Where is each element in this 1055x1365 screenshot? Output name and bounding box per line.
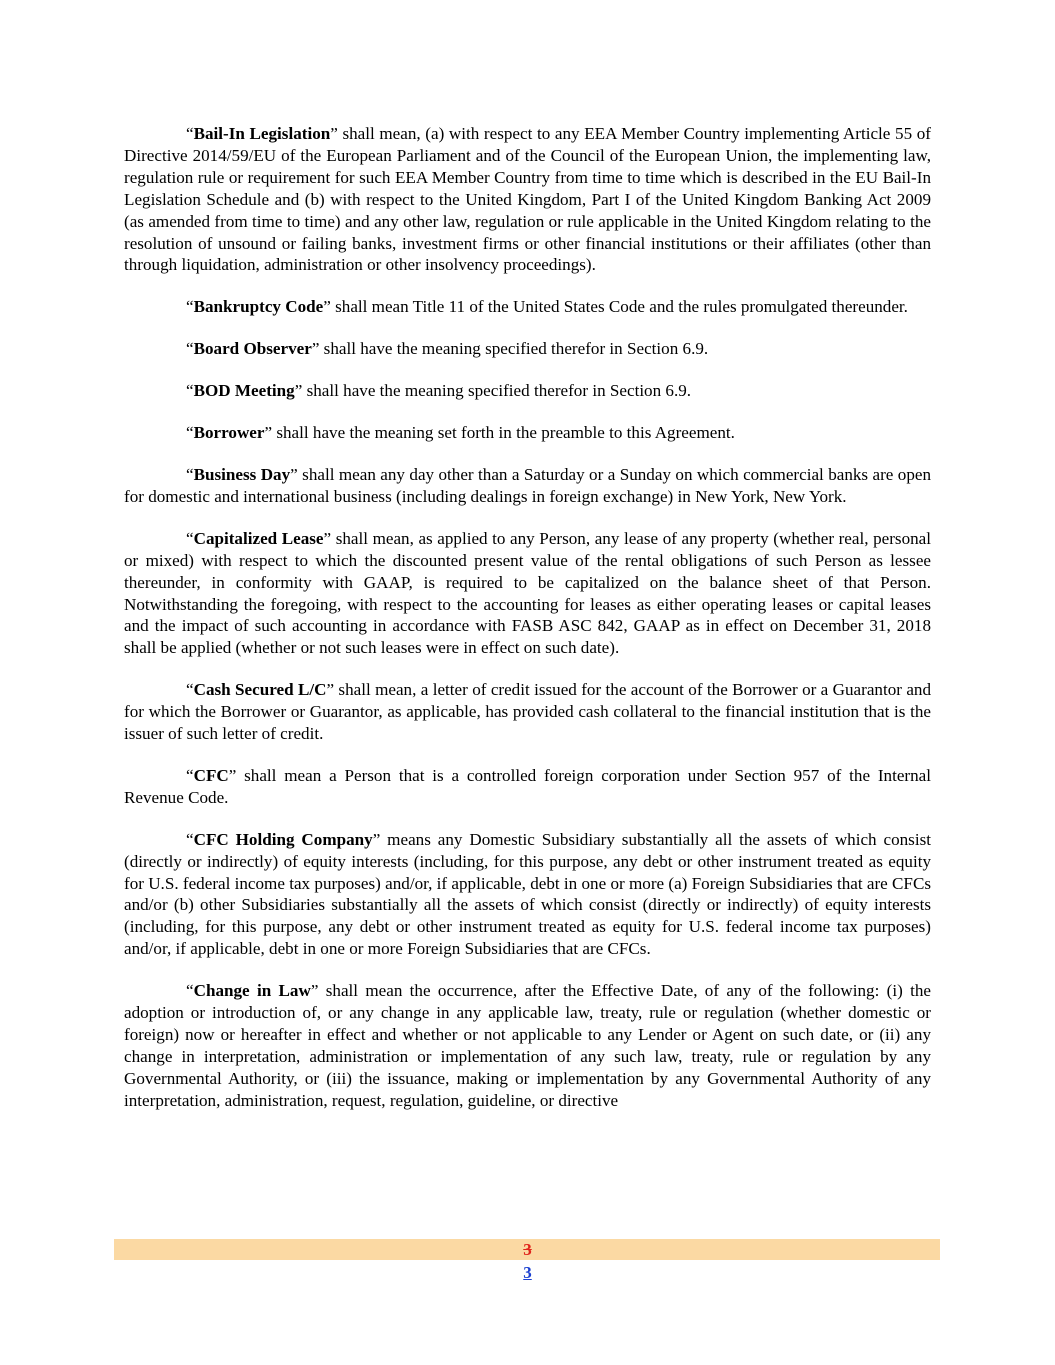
defined-term: Change in Law [193, 981, 311, 1001]
definition-capitalized-lease [124, 528, 931, 659]
defined-term: CFC [193, 765, 229, 785]
open-quote: “ [186, 981, 194, 1001]
definition-business-day [124, 464, 931, 508]
definition-borrower [124, 422, 931, 444]
close-quote: ” [323, 297, 331, 317]
open-quote: “ [186, 765, 194, 785]
definition-cash-secured-lc [124, 679, 931, 745]
definition-text: shall mean any day other than a Saturday or a Sunday on which commercial banks are open for domestic and international business (including dealings in foreign exchange) in New York, New York. [124, 464, 931, 506]
definition-cfc-holding-company [124, 829, 931, 960]
definition-text: shall mean, as applied to any Person, any lease of any property (whether real, personal or mixed) with respect to which the discounted present value of the rental obligations of such Person as lessee thereunder, in conformity with GAAP, is required to be capitalized on the balance sheet of that Person. Notwithstanding the foregoing, with respect to the accounting for leases as either operating leases or capital leases and the impact of such accounting in accordance with FASB ASC 842, GAAP as in effect on December 31, 2018 shall be applied (whether or not such leases were in effect on such date). [124, 528, 931, 658]
open-quote: “ [186, 680, 194, 700]
open-quote: “ [186, 464, 194, 484]
definition-text: means any Domestic Subsidiary substantially all the assets of which consist (directly or indirectly) of equity interests (including, for this purpose, any debt or other instrument treated as equity for U.S. federal income tax purposes) and/or, if applicable, debt in one or more (a) Foreign Subsidiaries that are CFCs and/or (b) other Subsidiaries substantially all the assets of which consist (directly or indirectly) of equity interests (including, for this purpose, any debt or other instrument treated as equity for U.S. federal income tax purposes) and/or, if applicable, debt in one or more Foreign Subsidiaries that are CFCs. [124, 829, 931, 959]
close-quote: ” [228, 765, 237, 785]
close-quote: ” [323, 528, 332, 548]
definition-text: shall mean Title 11 of the United States Code and the rules promulgated thereunder. [330, 297, 908, 317]
definition-text: shall mean, a letter of credit issued for the account of the Borrower or a Guarantor and for which the Borrower or Guarantor, as applicable, has provided cash collateral to the financial institution that is the issuer of such letter of credit. [124, 680, 931, 744]
definition-text: shall have the meaning set forth in the preamble to this Agreement. [272, 423, 735, 443]
defined-term: Cash Secured L/C [193, 680, 327, 700]
page-number-deleted: 3 [523, 1240, 532, 1259]
open-quote: “ [186, 423, 194, 443]
close-quote: ” [264, 423, 273, 443]
close-quote: ” [290, 464, 298, 484]
close-quote: ” [311, 339, 320, 359]
close-quote: ” [294, 381, 303, 401]
open-quote: “ [186, 381, 194, 401]
defined-term: Board Observer [193, 339, 312, 359]
open-quote: “ [186, 528, 194, 548]
open-quote: “ [186, 124, 194, 143]
defined-term: Bankruptcy Code [193, 297, 324, 317]
definition-text: shall mean the occurrence, after the Effective Date, of any of the following: (i) the adoption or introduction of, or any change in any applicable law, treaty, rule or regulation (whether domestic or foreign) now or hereafter in effect and whether or not applicable to any Lender or Agent on such date, or (ii) any change in interpretation, administration or implementation of any such law, treaty, rule or regulation by any Governmental Authority, or (iii) the issuance, making or implementation by any Governmental Authority of any interpretation, administration, request, regulation, guideline, or directive [124, 981, 931, 1110]
close-quote: ” [326, 680, 335, 700]
definition-cfc [124, 765, 931, 809]
definition-bail-in-legislation [124, 123, 931, 276]
definition-text: shall mean, (a) with respect to any EEA Member Country implementing Article 55 of Directive 2014/59/EU of the European Parliament and of the Council of the European Union, the implementing law, regulation rule or requirement for such EEA Member Country from time to time which is described in the EU Bail-In Legislation Schedule and (b) with respect to the United Kingdom, Part I of the United Kingdom Banking Act 2009 (as amended from time to time) and any other law, regulation or rule applicable in the United Kingdom relating to the resolution of unsound or failing banks, investment firms or other financial institutions or their affiliates (other than through liquidation, administration or other insolvency proceedings). [124, 124, 931, 275]
definition-bankruptcy-code [124, 296, 931, 318]
open-quote: “ [186, 829, 194, 849]
close-quote: ” [310, 981, 319, 1001]
open-quote: “ [186, 297, 194, 317]
defined-term: BOD Meeting [193, 381, 295, 401]
definition-text: shall have the meaning specified therefor in Section 6.9. [302, 381, 692, 401]
page-number-inserted: 3 [523, 1263, 532, 1282]
close-quote: ” [372, 829, 381, 849]
defined-term: CFC Holding Company [193, 829, 373, 849]
close-quote: ” [330, 124, 338, 143]
defined-term: Business Day [193, 464, 291, 484]
document-body [124, 123, 931, 1132]
definition-board-observer [124, 338, 931, 360]
defined-term: Bail-In Legislation [193, 124, 331, 143]
defined-term: Borrower [193, 423, 265, 443]
definition-text: shall have the meaning specified therefor in Section 6.9. [319, 339, 709, 359]
open-quote: “ [186, 339, 194, 359]
definition-bod-meeting [124, 380, 931, 402]
definition-text: shall mean a Person that is a controlled foreign corporation under Section 957 of the Internal Revenue Code. [124, 765, 931, 807]
defined-term: Capitalized Lease [193, 528, 324, 548]
definition-change-in-law [124, 980, 931, 1111]
